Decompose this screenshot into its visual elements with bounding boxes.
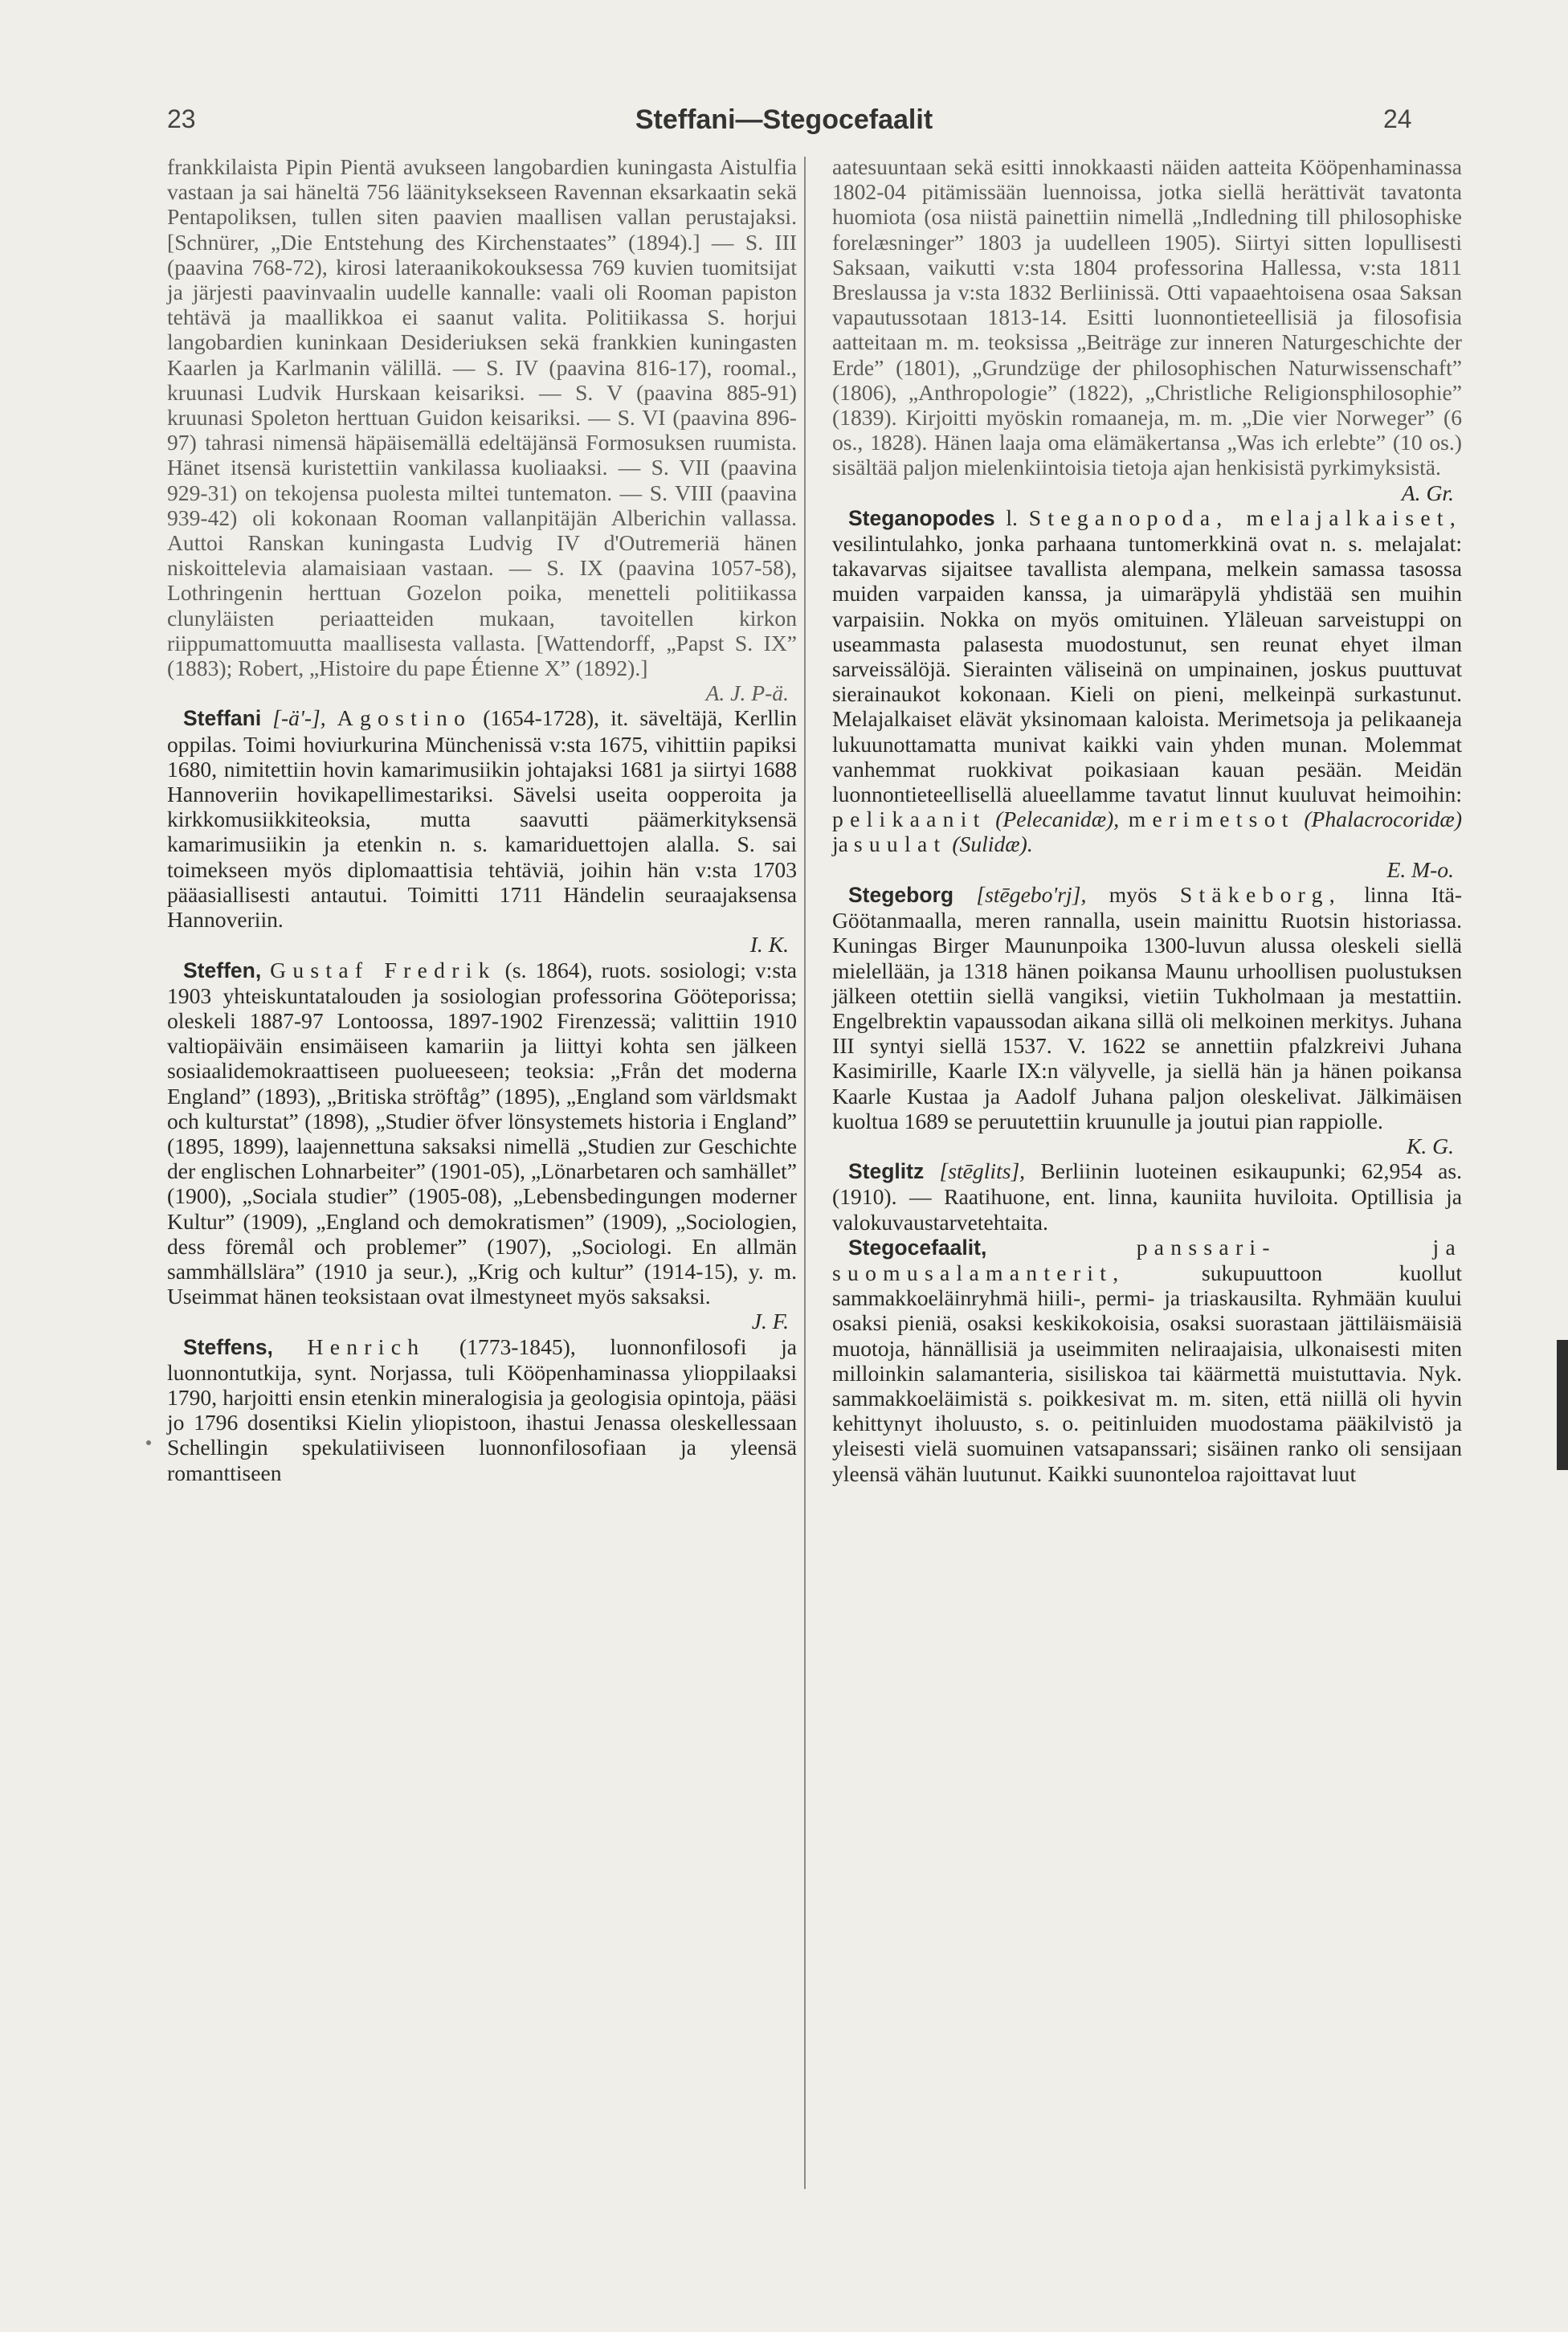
author-signature: K. G. [1406, 1133, 1454, 1158]
left-column [167, 154, 797, 1485]
entry-stegeborg [832, 882, 1462, 1158]
article-continuation-stefanus [167, 154, 797, 705]
entry-lead: l. [1006, 504, 1018, 530]
entry-text: (1773-1845), luonnonfilosofi ja luonnontutkija, synt. Norjassa, tuli Kööpenhaminassa ylioppilaaksi 1790, harjoitti ensin etenkin mineralogisia ja geologisia opintoja, pääsi jo 1796 dosentiksi Kielin yliopistoon, ihastui Jenassa oleskellessaan Schellingin spekulatiiviseen luonnonfilosofiaan ja yleensä romanttiseen [167, 1333, 797, 1485]
author-signature: E. M-o. [1386, 856, 1454, 882]
scan-speck [146, 1440, 151, 1445]
page-number-left: 23 [167, 104, 196, 133]
given-name: Gustaf Fredrik [270, 957, 496, 982]
entry-steffani [167, 705, 797, 957]
family-merimetsot: merimetsot [1128, 807, 1295, 832]
entry-headword: Stegeborg [848, 882, 954, 907]
entry-headword: Steganopodes [848, 505, 995, 530]
conjunction: ja [832, 831, 848, 857]
entry-text: linna Itä-Göötanmaalla, meren rannalla, usein mainittu Ruotsin historiassa. Kuningas Birger Maununpoika 1300-luvun alussa oleskeli siellä mielellään, ja 1318 hänen poikansa Maunu urhoollisen puolustuksen jälkeen otettiin siellä vangiksi, vietiin Tukholmaan ja mestattiin. Engelbrektin vapaussodan aikana sillä oli melkoinen merkitys. Juhana III syntyi siellä 1537. V. 1622 se annettiin pfalzkreivi Juhana Kasimirille, Kaarle IX:n välyvelle, ja siellä hän ja hänen poikansa Kaarle Kustaa ja Aadolf Juhana paljon oleskelivat. Jälkimäisen kuoltua 1689 se peruutettiin kruunulle ja joutui pian rappiolle. [832, 881, 1463, 1133]
entry-text: Berliinin luoteinen esikaupunki; 62,954 as. (1910). — Raatihuone, ent. linna, kauniita huviloita. Optillisia ja valokuvaustarvetehtaita. [832, 1158, 1462, 1235]
given-name: Henrich [307, 1333, 426, 1359]
family-pelikaanit: pelikaanit [832, 807, 986, 832]
spaced-term: panssari- ja suomusalamanterit, [832, 1234, 1462, 1285]
family-latin: (Sulidæ). [952, 831, 1033, 857]
author-signature: A. J. P-ä. [705, 680, 789, 706]
entry-headword: Steffani [183, 706, 262, 731]
pronunciation: [stēgebo'rj], [976, 881, 1087, 907]
entry-stegocefaalit [832, 1235, 1462, 1486]
entry-text: sukupuuttoon kuollut sammakkoeläinryhmä hiili-, permi- ja triaskausilta. Ryhmään kuului osaksi pieniä, osaksi keskikokoisia, osaksi suorastaan jättiläismäisiä muotoja, hännällisiä ja useimmiten neliraajaisia, ulkonaisesti miten milloinkin salamanteria, sisiliskoa tai käärmettä muistuttavia. Nyk. sammakkoeläimistä s. poikkesivat m. m. siten, että niillä oli hyvin kehittynyt iholuusto, s. o. peitinluiden muodostama pääkilvistö ja yleisesti vielä suomuinen vatsapanssari; sisäinen ranko oli sensijaan yleensä vähän luutunut. Kaikki suunonteloa rajoittavat luut [832, 1260, 1462, 1486]
entry-headword: Stegocefaalit, [848, 1235, 987, 1260]
spaced-term: Steganopoda, melajalkaiset, [1028, 504, 1462, 530]
page-header [0, 104, 1568, 145]
pronunciation: [stēglits], [939, 1158, 1026, 1184]
entry-text: vesilintulahko, jonka parhaana tuntomerkkinä ovat n. s. melajalat: takavarvas sijaitsee tavallista alempana, melkein samassa tasossa muiden varpaiden kanssa, ja uimaräpylä yhdistää sen muihin varpaisiin. Nokka on myös omituinen. Yläleuan sarveistuppi on useammasta palasesta muodostunut, sen reunat ehyet ilman sarveissälöjä. Sierainten väliseinä on umpinainen, joskus puuttuvat sierainaukot kokonaan. Kieli on pieni, melkeinpä surkastunut. Melajalkaiset elävät yksinomaan kaloista. Merimetsoja ja pelikaaneja lukuunottamatta munivat kaikki vain yhden munan. Molemmat vanhemmat ruokkivat poikasiaan kauan pesään. Meidän luonnontieteellisellä alueellamme tavatut linnut kuuluvat heimoihin: [832, 531, 1462, 807]
entry-steglitz [832, 1158, 1462, 1235]
entry-lead: myös [1109, 881, 1158, 907]
pronunciation: [-ä'-], [272, 705, 326, 731]
page-number-right: 24 [1383, 104, 1412, 133]
author-signature: A. Gr. [1401, 480, 1454, 505]
entry-steffen [167, 958, 797, 1334]
author-signature: I. K. [749, 932, 789, 958]
article-continuation-steffens [832, 154, 1462, 505]
entry-text: (1654-1728), it. säveltäjä, Kerllin oppilas. Toimi hoviurkurina Münchenissä v:sta 1675, vihittiin papiksi 1680, nimitettiin hovin kamarimusiikin johtajaksi 1681 ja siirtyi 1688 Hannoveriin hovikapellimestariksi. Sävelsi useita oopperoita ja kirkkomusiikkiteoksia, mutta saavutti päämerkityksensä kamarimusiikin ja etenkin n. s. kamariduettojen alalla. S. sai toimekseen myös diplomaattisia tehtäviä, joihin hän v:sta 1703 pääasiallisesti antautui. Toimitti 1711 Händelin seuraajaksensa Hannoveriin. [167, 705, 797, 933]
entry-headword: Steglitz [848, 1159, 925, 1184]
family-latin: (Phalacrocoridæ) [1304, 807, 1463, 832]
running-title: Steffani—Stegocefaalit [635, 104, 933, 135]
entry-steffens [167, 1334, 797, 1485]
family-suulat: suulat [853, 831, 947, 857]
article-text: aatesuuntaan sekä esitti innokkaasti näiden aatteita Kööpenhaminassa 1802-04 pitämissään luennoissa, jotka siellä herättivät tavatonta huomiota (osa niistä painettiin nimellä „Indledning till philosophiske forelæsninger” 1803 ja uudelleen 1905). Siirtyi sitten lopullisesti Saksaan, vaikutti v:sta 1804 professorina Hallessa, v:sta 1811 Breslaussa ja v:sta 1832 Berliinissä. Otti vapaaehtoisena osaa Saksan vapautussotaan 1813-14. Esitti luonnontieteellisiä ja filosofisia aatteitaan m. m. teoksissa „Beiträge zur inneren Naturgeschichte der Erde” (1801), „Grundzüge der philosophischen Naturwissenschaft” (1806), „Anthropologie” (1822), „Christliche Religionsphilosophie” (1839). Kirjoitti myöskin romaaneja, m. m. „Die vier Norweger” (6 os., 1828). Hänen laaja oma elämäkertansa „Was ich erlebte” (10 os.) sisältää paljon mielenkiintoisia tietoja ajan henkisistä pyrkimyksistä. [832, 154, 1462, 480]
scan-edge-mark [1557, 1340, 1568, 1470]
author-signature: J. F. [751, 1309, 789, 1334]
column-divider [804, 157, 806, 2189]
article-text: frankkilaista Pipin Pientä avukseen langobardien kuningasta Aistulfia vastaan ja sai häneltä 756 läänityksekseen Ravennan eksarkaatin sekä Pentapoliksen, tullen siten paavien maallisen vallan perustajaksi. [Schnürer, „Die Entstehung des Kirchenstaates” (1894).] — S. III (paavina 768-72), kirosi lateraanikokouksessa 769 kuvien tuomitsijat ja järjesti paavinvaalin uudelle kannalle: vaali oli Rooman papiston tehtävä ja maallikkoa ei saanut valita. Politiikassa S. horjui langobardien kuninkaan Desideriuksen sekä frankkien kuningasten Kaarlen ja Karlmanin välillä. — S. IV (paavina 816-17), roomal., kruunasi Ludvik Hurskaan keisariksi. — S. V (paavina 885-91) kruunasi Spoleton herttuan Guidon keisariksi. — S. VI (paavina 896-97) tahrasi nimensä häpäisemällä edeltäjänsä Formosuksen ruumista. Hänet itsensä kuristettiin vankilassa kuoliaaksi. — S. VII (paavina 929-31) on tekojensa puolesta miltei tuntematon. — S. VIII (paavina 939-42) oli kokonaan Rooman vallanpitäjän Alberichin vallassa. Auttoi Ranskan kuningasta Ludvig IV d'Outremeriä hänen niskoittelevia alamaisiaan vastaan. — S. IX (paavina 1057-58), Lothringenin herttuan Gozelon poika, menetteli politiikassa clunyläisten periaatteiden mukaan, tavoitellen kirkon riippumattomuutta maallisesta vallasta. [Wattendorff, „Papst S. IX” (1883); Robert, „Histoire du pape Étienne X” (1892).] [167, 154, 797, 681]
right-column [832, 154, 1462, 1486]
entry-text: (s. 1864), ruots. sosiologi; v:sta 1903 yhteiskuntatalouden ja sosiologian professorina Gööteporissa; oleskeli 1887-97 Lontoossa, 1897-1902 Firenzessä; valittiin 1910 valtiopäiväin ensimäiseen kamariin ja liittyi kohta sen jälkeen sosiaalidemokraattiseen puolueeseen; teoksia: „Från det moderna England” (1893), „Britiska ströftåg” (1895), „England som världsmakt och kulturstat” (1898), „Studier öfver lönsystemets historia i England” (1895, 1899), laajennettuna saksaksi nimellä „Studien zur Geschichte der englischen Lohnarbeiter” (1901-05), „Lönarbetaren och samhället” (1900), „Sociala studier” (1905-08), „Lebensbedingungen moderner Kultur” (1909), „England och demokratismen” (1909), „Sociologien, dess föremål och problemer” (1907), „Sociologi. En allmän sammhällslära” (1910 ja seur.), „Krig och kultur” (1914-15), y. m. Useimmat hänen teoksistaan ovat ilmestyneet myös saksaksi. [167, 957, 797, 1309]
spaced-term: Stäkeborg, [1179, 881, 1341, 907]
entry-headword: Steffens, [183, 1334, 273, 1359]
family-latin: (Pelecanidæ), [995, 807, 1120, 832]
entry-headword: Steffen, [183, 958, 262, 982]
given-name: Agostino [337, 705, 472, 731]
entry-steganopodes [832, 505, 1462, 882]
